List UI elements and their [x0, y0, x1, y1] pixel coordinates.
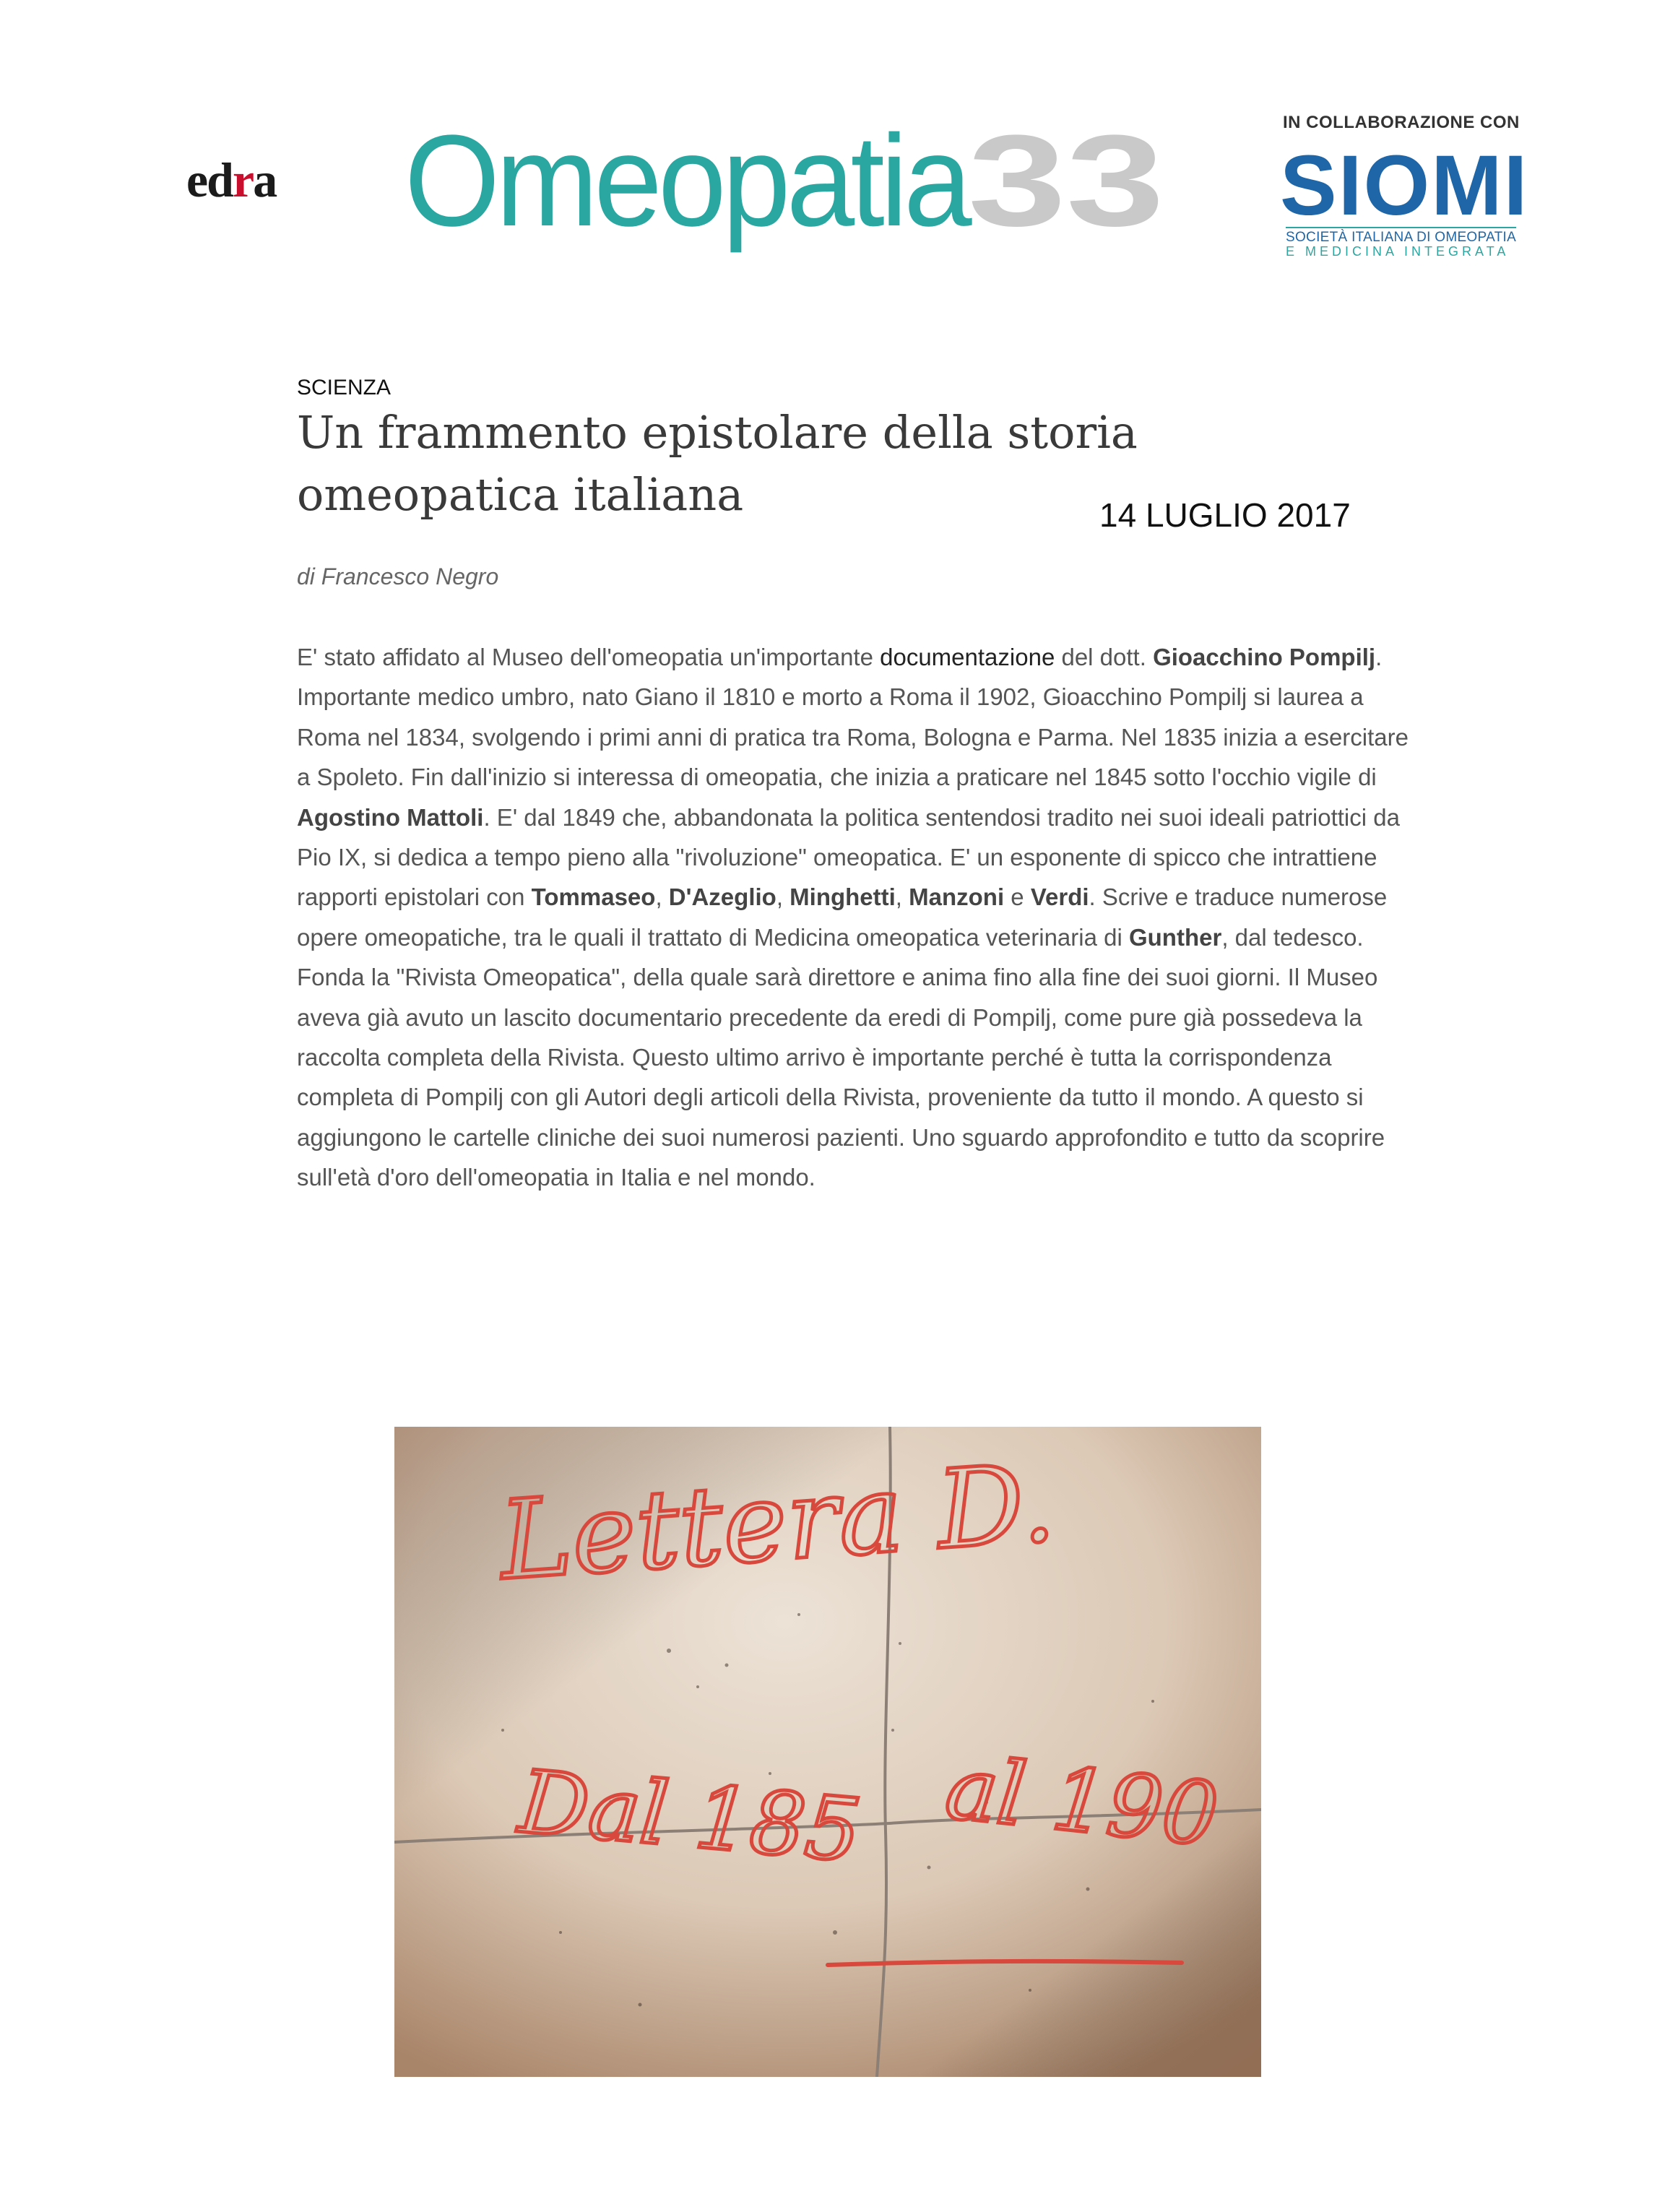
body-text: . Scrive e traduce numerose opere omeopatiche, tra le quali il trattato di Medicina omeopatica veterinaria di	[297, 883, 1388, 951]
body-text: , dal tedesco. Fonda la "Rivista Omeopatica", della quale sarà direttore e anima fino alla fine dei suoi giorni. Il Museo aveva già avuto un lascito documentario precedente da eredi di Pompilj, come pure già possedeva la raccolta completa della Rivista. Questo ultimo arrivo è importante perché è tutta la corrispondenza completa di Pompilj con gli Autori degli articoli della Rivista, proveniente da tutto il mondo. A questo si aggiungono le cartelle cliniche dei suoi numerosi pazienti. Uno sguardo approfondito e tutto da scoprire sull'età d'oro dell'omeopatia in Italia e nel mondo.	[297, 923, 1385, 1191]
body-text: ,	[655, 883, 669, 911]
name-tommaseo: Tommaseo	[531, 883, 656, 911]
name-verdi: Verdi	[1030, 883, 1089, 911]
name-minghetti: Minghetti	[789, 883, 896, 911]
name-gunther: Gunther	[1128, 923, 1222, 951]
article-body	[297, 637, 1424, 1198]
handwriting-line3: al 190	[940, 1737, 1223, 1867]
name-manzoni: Manzoni	[909, 883, 1005, 911]
body-text: . Importante medico umbro, nato Giano il 1810 e morto a Roma il 1902, Gioacchino Pompilj si laurea a Roma nel 1834, svolgendo i primi anni di pratica tra Roma, Bologna e Parma. Nel 1835 inizia a esercitare a Spoleto. Fin dall'inizio si interessa di omeopatia, che inizia a praticare nel 1845 sotto l'occhio vigile di	[297, 644, 1409, 791]
body-text: E' stato affidato al Museo dell'omeopatia un'importante	[297, 644, 881, 670]
name-dazeglio: D'Azeglio	[668, 883, 776, 911]
body-text: e	[1004, 883, 1031, 911]
omeopatia-logo-number: 33	[968, 108, 1164, 254]
omeopatia33-logo	[404, 108, 1170, 275]
article-category: SCIENZA	[297, 376, 391, 399]
body-text: del dott.	[1055, 644, 1154, 670]
article-date: 14 LUGLIO 2017	[1099, 496, 1351, 534]
handwriting-line2: Dal 185	[515, 1752, 865, 1883]
body-text: ,	[895, 883, 909, 911]
handwriting-line1: Lettera D.	[496, 1440, 1059, 1604]
collaboration-label: IN COLLABORAZIONE CON	[1283, 113, 1520, 132]
documentazione-link[interactable]: documentazione	[880, 644, 1055, 670]
letter-bundle-photo	[394, 1427, 1261, 2077]
omeopatia-logo-word: Omeopatia	[404, 108, 973, 254]
article-byline: di Francesco Negro	[297, 563, 499, 589]
name-mattoli: Agostino Mattoli	[297, 803, 484, 831]
article-title	[297, 402, 1149, 526]
edra-logo-part3: a	[253, 152, 277, 207]
body-text: . E' dal 1849 che, abbandonata la politica sentendosi tradito nei suoi ideali patriottici da Pio IX, si dedica a tempo pieno alla "rivoluzione" omeopatica. E' un esponente di spicco che intrattiene rapporti epistolari con	[297, 803, 1400, 911]
edra-logo	[186, 152, 276, 209]
body-text: ,	[776, 883, 790, 911]
name-pompilj: Gioacchino Pompilj	[1153, 644, 1376, 670]
article-title-line1: Un frammento epistolare della storia	[297, 406, 1138, 459]
siomi-subtitle-line2: E MEDICINA INTEGRATA	[1286, 244, 1510, 259]
article-title-line2: omeopatica italiana	[297, 468, 744, 521]
siomi-logo: SIOMI	[1280, 138, 1529, 233]
siomi-subtitle-line1: SOCIETÀ ITALIANA DI OMEOPATIA	[1286, 227, 1516, 246]
edra-logo-part1: ed	[186, 152, 233, 207]
edra-logo-part2: r	[233, 152, 254, 207]
